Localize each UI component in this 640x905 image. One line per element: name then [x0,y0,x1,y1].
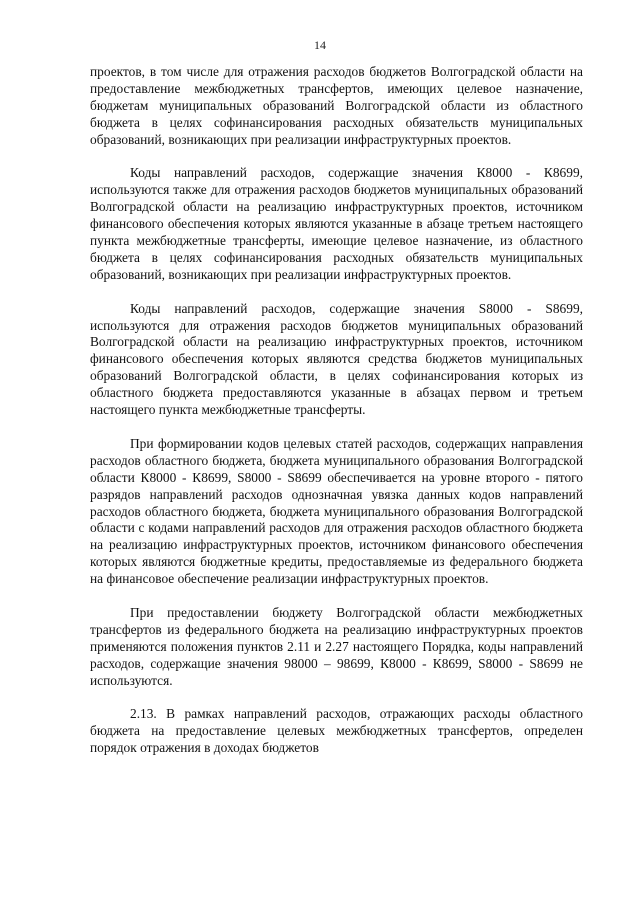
paragraph-continuation: проектов, в том числе для отражения расходов бюджетов Волгоградской области на предоставление межбюджетных трансфертов, имеющих целевое назначение, бюджетам муниципальных образований Волгоградской области из областного бюджета в целях софинансирования расходных обязательств муниципальных образований, возникающих при реализации инфраструктурных проектов. [90,64,583,147]
paragraph-k-codes: Коды направлений расходов, содержащие значения К8000 - К8699, используются также для отражения расходов бюджетов муниципальных образований Волгоградской области на реализацию инфраструктурных проектов, источником финансового обеспечения которых являются указанные в абзаце третьем настоящего пункта межбюджетные трансферты, имеющие целевое назначение, из областного бюджета в целях софинансирования расходных обязательств муниципальных образований, возникающих при реализации инфраструктурных проектов. [90,165,583,282]
paragraph-s-codes: Коды направлений расходов, содержащие значения S8000 - S8699, используются для отражения расходов бюджетов муниципальных образований Волгоградской области на реализацию инфраструктурных проектов, источником финансового обеспечения которых являются средства бюджетов муниципальных образований Волгоградской области, в целях софинансирования которых из областного бюджета предоставляются указанные в абзацах первом и третьем настоящего пункта межбюджетные трансферты. [90,300,583,418]
paragraph-federal-transfers: При предоставлении бюджету Волгоградской области межбюджетных трансфертов из федерального бюджета на реализацию инфраструктурных проектов применяются положения пунктов 2.11 и 2.27 настоящего Порядка, коды направлений расходов, содержащие значения 98000 – 98699, К8000 - К8699, S8000 - S8699 не используются. [90,604,583,688]
paragraph-section-2-13: 2.13. В рамках направлений расходов, отражающих расходы областного бюджета на предоставление целевых межбюджетных трансфертов, определен порядок отражения в доходах бюджетов [90,706,583,756]
document-body [90,64,583,757]
page-number: 14 [314,38,326,52]
paragraph-target-articles: При формировании кодов целевых статей расходов, содержащих направления расходов областного бюджета, бюджета муниципального образования Волгоградской области К8000 - К8699, S8000 - S8699 обеспечивается на уровне второго - пятого разрядов направлений расходов однозначная увязка данных кодов направлений расходов областного бюджета, бюджета муниципального образования Волгоградской области с кодами направлений расходов для отражения расходов областного бюджета на реализацию инфраструктурных проектов, источником финансового обеспечения которых являются бюджетные кредиты, предоставляемые из федерального бюджета на финансовое обеспечение реализации инфраструктурных проектов. [90,435,583,587]
